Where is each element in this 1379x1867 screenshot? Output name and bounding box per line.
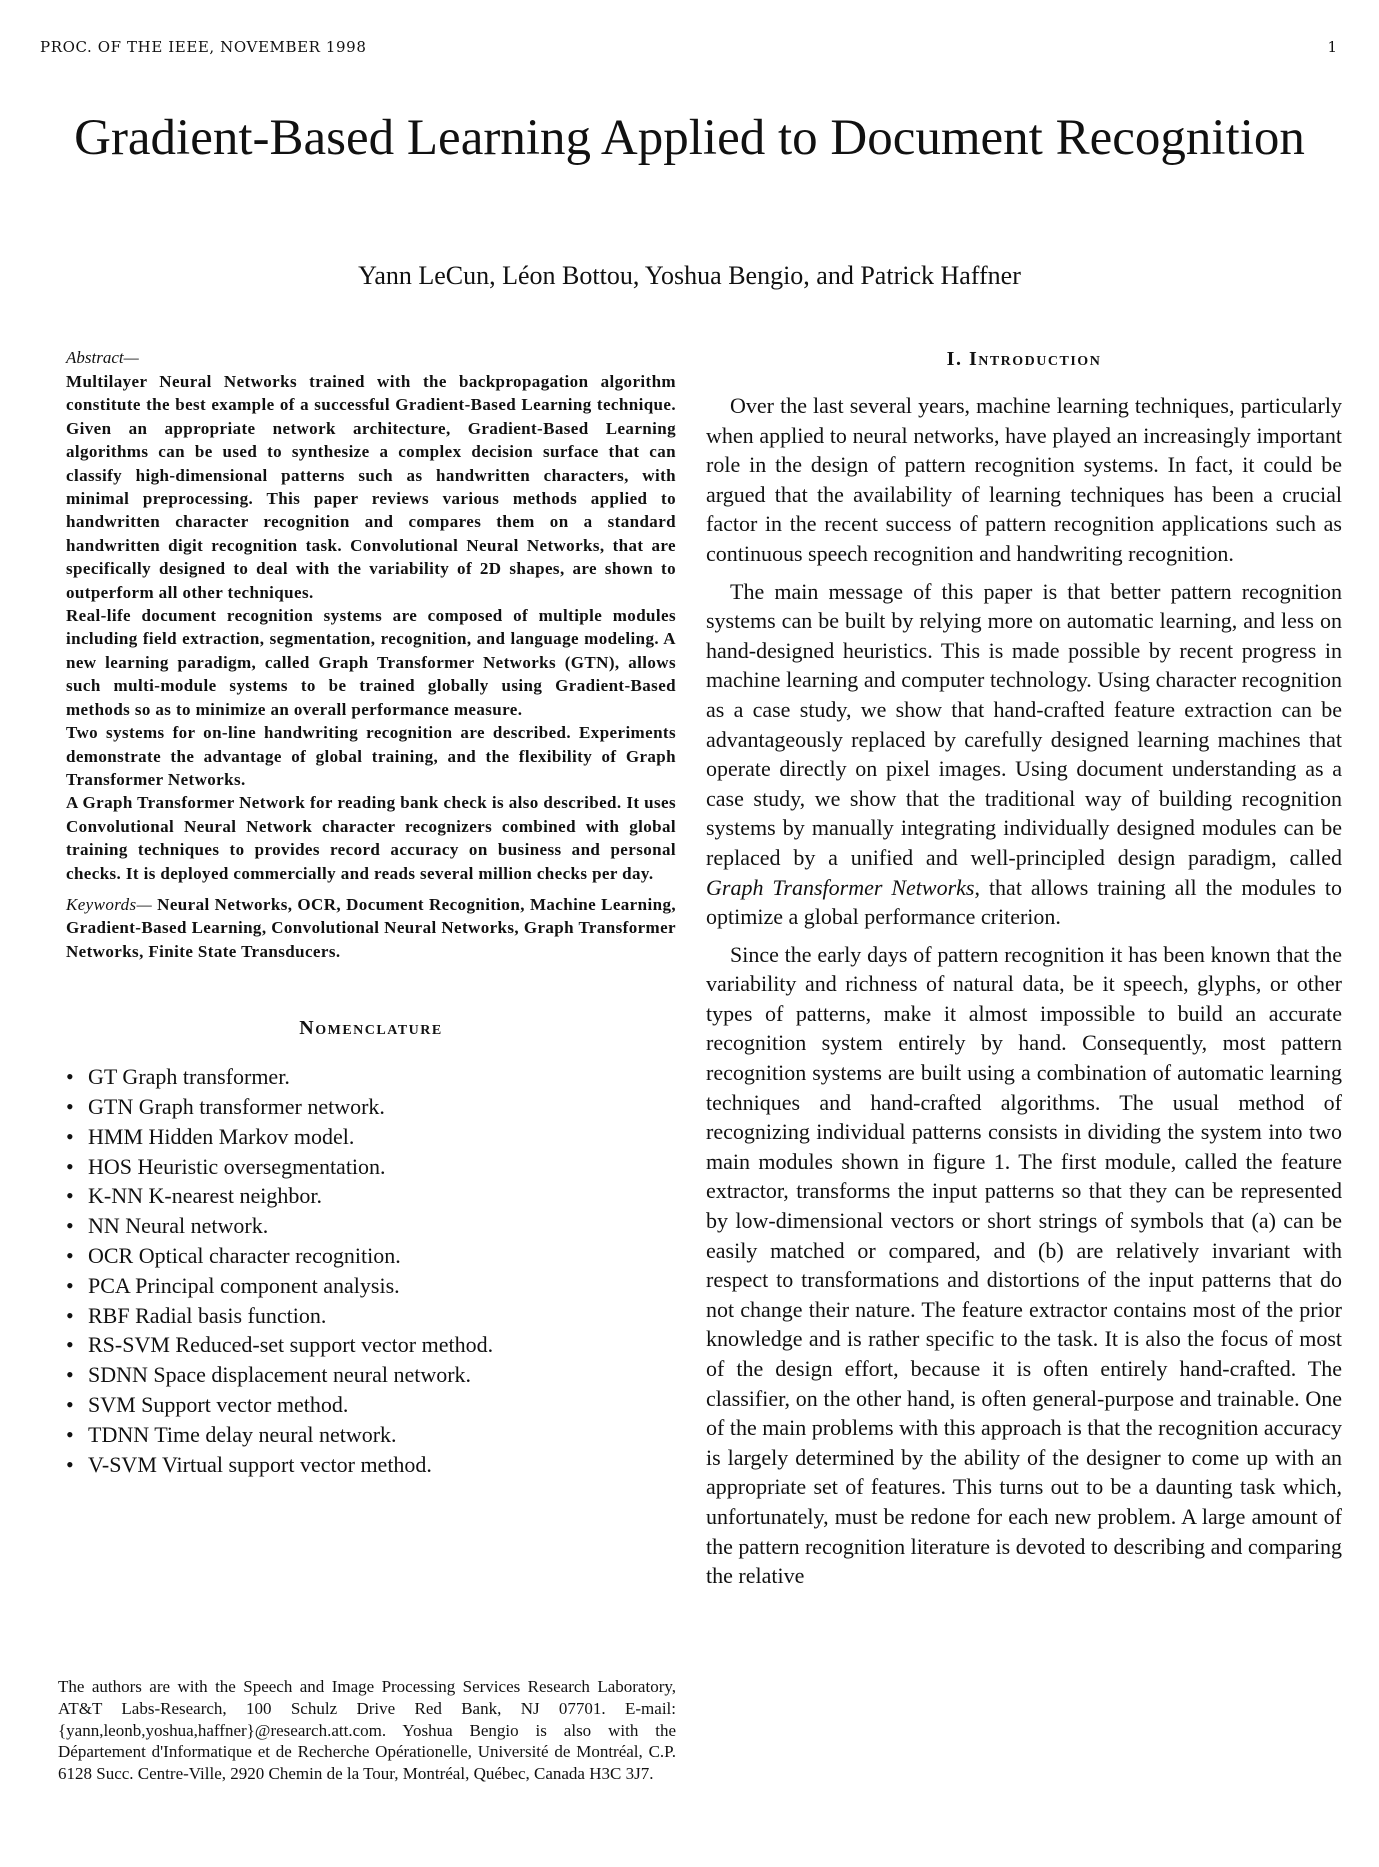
- page-number: 1: [1327, 38, 1337, 56]
- body-paragraph: [706, 577, 1342, 932]
- nomenclature-heading: Nomenclature: [299, 1017, 443, 1040]
- nomenclature-item: • HMM Hidden Markov model.: [66, 1122, 676, 1152]
- left-column: [66, 348, 676, 1479]
- author-list: Yann LeCun, Léon Bottou, Yoshua Bengio, and Patrick Haffner: [358, 261, 1021, 290]
- abstract-paragraph: A Graph Transformer Network for reading bank check is also described. It uses Convolutional Neural Network character recognizers combined with global training techniques to provides record accuracy on business and personal checks. It is deployed commercially and reads several million checks per day.: [66, 793, 676, 883]
- nomenclature-list: [66, 1062, 676, 1479]
- body-paragraph: Since the early days of pattern recognition it has been known that the variability and richness of natural data, be it speech, glyphs, or other types of patterns, make it almost impossible to build an accurate recognition system entirely by hand. Consequently, most pattern recognition systems are built using a combination of automatic learning techniques and hand-crafted algorithms. The usual method of recognizing individual patterns consists in dividing the system into two main modules shown in figure 1. The first module, called the feature extractor, transforms the input patterns so that they can be represented by low-dimensional vectors or short strings of symbols that (a) can be easily matched or compared, and (b) are relatively invariant with respect to transformations and distortions of the input patterns that do not change their nature. The feature extractor contains most of the prior knowledge and is rather specific to the task. It is also the focus of most of the design effort, because it is often entirely hand-crafted. The classifier, on the other hand, is often general-purpose and trainable. One of the main problems with this approach is that the recognition accuracy is largely determined by the ability of the designer to come up with an appropriate set of features. This turns out to be a daunting task which, unfortunately, must be redone for each new problem. A large amount of the pattern recognition literature is devoted to describing and comparing the relative: [706, 941, 1342, 1589]
- nomenclature-item: • OCR Optical character recognition.: [66, 1241, 676, 1271]
- keywords: [66, 893, 676, 963]
- keywords-text: Neural Networks, OCR, Document Recognition, Machine Learning, Gradient-Based Learning, Convolutional Neural Networks, Graph Transformer Networks, Finite State Transducers.: [66, 894, 676, 961]
- emphasized-term: Graph Transformer Networks: [706, 874, 975, 900]
- nomenclature-item: • NN Neural network.: [66, 1211, 676, 1241]
- body-text: , that allows training all the modules to optimize a global performance criterion.: [706, 874, 1343, 930]
- abstract-label: Abstract—: [66, 348, 139, 367]
- body-paragraph: Over the last several years, machine learning techniques, particularly when applied to neural networks, have played an increasingly important role in the design of pattern recognition systems. In fact, it could be argued that the availability of learning techniques has been a crucial factor in the recent success of pattern recognition applications such as continuous speech recognition and handwriting recognition.: [706, 393, 1342, 566]
- paper-title: Gradient-Based Learning Applied to Document Recognition: [74, 110, 1305, 166]
- keywords-label: Keywords—: [66, 894, 153, 914]
- nomenclature-item: • GTN Graph transformer network.: [66, 1092, 676, 1122]
- running-header: PROC. OF THE IEEE, NOVEMBER 1998: [40, 38, 367, 56]
- nomenclature-item: • RS-SVM Reduced-set support vector method.: [66, 1330, 676, 1360]
- nomenclature-item: • PCA Principal component analysis.: [66, 1271, 676, 1301]
- introduction-heading: I. Introduction: [946, 348, 1102, 370]
- nomenclature-item: • SDNN Space displacement neural network.: [66, 1360, 676, 1390]
- body-text: The main message of this paper is that better pattern recognition systems can be built by relying more on automatic learning, and less on hand-designed heuristics. This is made possible by recent progress in machine learning and computer technology. Using character recognition as a case study, we show that hand-crafted feature extraction can be advantageously replaced by carefully designed learning machines that operate directly on pixel images. Using document understanding as a case study, we show that the traditional way of building recognition systems by manually integrating individually designed modules can be replaced by a unified and well-principled design paradigm, called: [706, 578, 1342, 870]
- nomenclature-item: • RBF Radial basis function.: [66, 1301, 676, 1331]
- nomenclature-item: • K-NN K-nearest neighbor.: [66, 1181, 676, 1211]
- nomenclature-item: • V-SVM Virtual support vector method.: [66, 1450, 676, 1480]
- author-affiliation-footnote: The authors are with the Speech and Image Processing Services Research Laboratory, AT&T Labs-Research, 100 Schulz Drive Red Bank, NJ 07701. E-mail: {yann,leonb,yoshua,haffner}@research.att.com. Yoshua Bengio is also with the Département d'Informatique et de Recherche Opérationelle, Université de Montréal, C.P. 6128 Succ. Centre-Ville, 2920 Chemin de la Tour, Montréal, Québec, Canada H3C 3J7.: [58, 1677, 676, 1784]
- nomenclature-item: • SVM Support vector method.: [66, 1390, 676, 1420]
- right-column: [706, 348, 1342, 1599]
- abstract-paragraph: Real-life document recognition systems are composed of multiple modules including field extraction, segmentation, recognition, and language modeling. A new learning paradigm, called Graph Transformer Networks (GTN), allows such multi-module systems to be trained globally using Gradient-Based methods so as to minimize an overall performance measure.: [66, 606, 676, 719]
- abstract-paragraph: Two systems for on-line handwriting recognition are described. Experiments demonstrate the advantage of global training, and the flexibility of Graph Transformer Networks.: [66, 723, 676, 789]
- nomenclature-item: • TDNN Time delay neural network.: [66, 1420, 676, 1450]
- nomenclature-item: • GT Graph transformer.: [66, 1062, 676, 1092]
- abstract-paragraph: Multilayer Neural Networks trained with the backpropagation algorithm constitute the best example of a successful Gradient-Based Learning technique. Given an appropriate network architecture, Gradient-Based Learning algorithms can be used to synthesize a complex decision surface that can classify high-dimensional patterns such as handwritten characters, with minimal preprocessing. This paper reviews various methods applied to handwritten character recognition and compares them on a standard handwritten digit recognition task. Convolutional Neural Networks, that are specifically designed to deal with the variability of 2D shapes, are shown to outperform all other techniques.: [66, 372, 676, 602]
- nomenclature-item: • HOS Heuristic oversegmentation.: [66, 1152, 676, 1182]
